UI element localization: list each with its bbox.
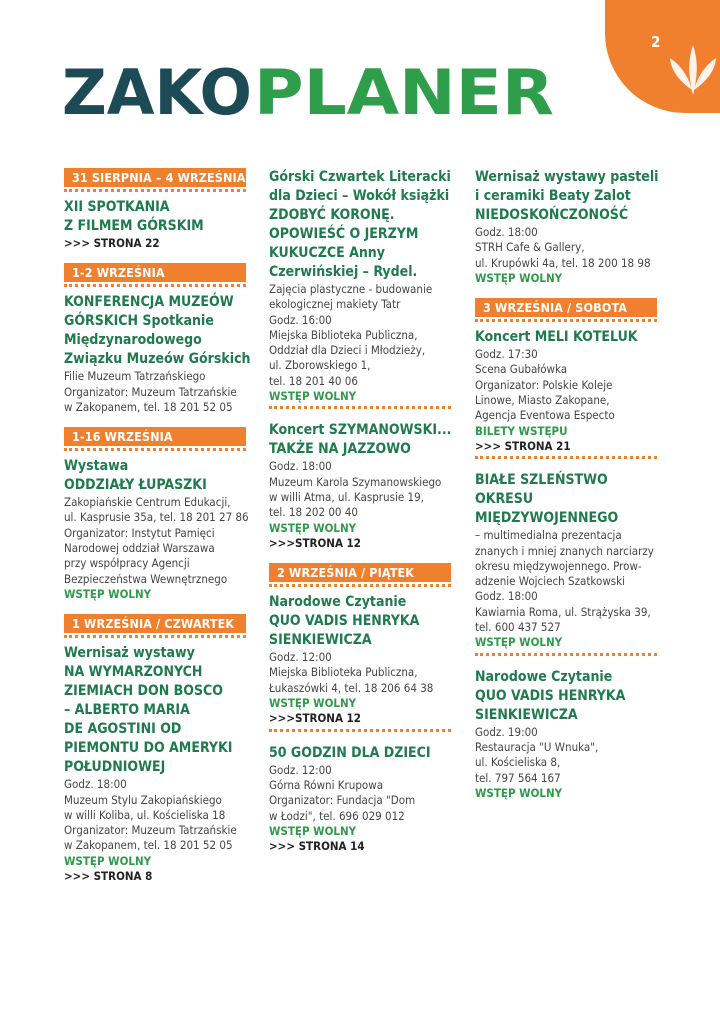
event-details xyxy=(269,459,451,520)
event-entry xyxy=(269,563,451,731)
dotted-divider xyxy=(475,456,657,459)
event-title xyxy=(64,198,246,236)
dotted-divider xyxy=(269,729,451,732)
event-title-line: Wernisaż wystawy pasteli xyxy=(475,169,659,185)
event-detail-line: Organizator: Fundacja "Dom xyxy=(269,793,416,808)
event-title-line: POŁUDNIOWEJ xyxy=(64,759,166,776)
event-detail-line: Agencja Eventowa Especto xyxy=(475,408,615,423)
event-details xyxy=(64,495,249,587)
event-title-line: DE AGOSTINI OD xyxy=(64,721,182,738)
event-title-line: Z FILMEM GÓRSKIM xyxy=(64,218,204,234)
event-detail-line: Narodowej oddział Warszawa xyxy=(64,541,215,556)
event-details xyxy=(64,369,246,415)
admission-label: WSTĘP WOLNY xyxy=(269,696,357,711)
event-title xyxy=(269,744,451,763)
admission-label: WSTĘP WOLNY xyxy=(475,785,563,800)
admission-label: WSTĘP WOLNY xyxy=(475,635,563,650)
event-detail-line: okresu międzywojennego. Prow- xyxy=(475,558,642,573)
event-detail-line: Organizator: Muzeum Tatrzańskie xyxy=(64,823,237,838)
event-title xyxy=(475,471,657,528)
event-detail-line: Restauracja "U Wnuka", xyxy=(475,739,599,754)
event-title xyxy=(475,328,657,347)
event-entry xyxy=(475,168,657,286)
event-title-line: Wystawa xyxy=(64,458,129,475)
event-entry xyxy=(475,298,657,459)
page-reference-link[interactable]: >>>STRONA 12 xyxy=(269,535,361,550)
admission-label: WSTĘP WOLNY xyxy=(64,853,152,868)
event-entry xyxy=(475,668,657,801)
event-detail-line: ul. Kasprusie 35a, tel. 18 201 27 86 xyxy=(64,510,249,525)
dotted-divider xyxy=(64,635,246,638)
event-title-line: Czerwińskiej – Rydel. xyxy=(269,264,418,280)
event-detail-line: Organizator: Polskie Koleje xyxy=(475,377,613,392)
dotted-divider xyxy=(64,448,246,451)
event-title xyxy=(64,293,251,369)
event-title xyxy=(475,668,657,725)
event-detail-line: Godz. 18:00 xyxy=(475,589,538,604)
mountain-leaf-icon xyxy=(668,40,718,100)
date-header: 1-2 WRZEŚNIA xyxy=(64,263,246,282)
date-header: 1-16 WRZEŚNIA xyxy=(64,427,246,446)
event-details xyxy=(475,528,657,635)
event-detail-line: ul. Krupówki 4a, tel. 18 200 18 98 xyxy=(475,255,651,270)
event-title-line: Koncert MELI KOTELUK xyxy=(475,329,638,346)
event-title xyxy=(269,593,451,650)
event-title-line: – ALBERTO MARIA xyxy=(64,702,190,719)
event-title-line: KUKUCZCE Anny xyxy=(269,245,385,261)
event-title-line: Koncert SZYMANOWSKI... xyxy=(269,422,452,439)
event-detail-line: tel. 600 437 527 xyxy=(475,620,561,635)
event-title-line: Górski Czwartek Literacki xyxy=(269,169,451,185)
admission-label: WSTĘP WOLNY xyxy=(269,389,357,404)
dotted-divider xyxy=(269,406,451,409)
event-detail-line: Zajęcia plastyczne - budowanie xyxy=(269,282,433,296)
event-detail-line: Miejska Biblioteka Publiczna, xyxy=(269,665,418,680)
event-detail-line: Godz. 18:00 xyxy=(475,225,538,239)
event-detail-line: znanych i mniej znanych narciarzy xyxy=(475,543,654,558)
event-detail-line: Linowe, Miasto Zakopane, xyxy=(475,393,610,408)
event-details xyxy=(269,763,451,824)
event-title-line: QUO VADIS HENRYKA xyxy=(269,613,420,630)
event-detail-line: Górna Równi Krupowa xyxy=(269,777,384,792)
event-title-line: QUO VADIS HENRYKA xyxy=(475,687,626,704)
event-detail-line: Kawiarnia Roma, ul. Strążyska 39, xyxy=(475,604,651,619)
event-entry xyxy=(64,427,249,602)
event-title xyxy=(64,644,246,777)
event-detail-line: adzenie Wojciech Szatkowski xyxy=(475,574,626,589)
event-title-line: NA WYMARZONYCH xyxy=(64,664,203,681)
column-3 xyxy=(475,168,657,813)
event-title-line: i ceramiki Beaty Zalot xyxy=(475,188,631,204)
dotted-divider xyxy=(475,653,657,656)
date-header: 3 WRZEŚNIA / SOBOTA xyxy=(475,298,657,317)
event-detail-line: – multimedialna prezentacja xyxy=(475,528,622,543)
column-1 xyxy=(64,168,251,896)
event-entry xyxy=(64,263,251,415)
event-detail-line: Muzeum Stylu Zakopiańskiego xyxy=(64,792,222,807)
admission-label: WSTĘP WOLNY xyxy=(64,586,152,601)
event-title-line: Wernisaż wystawy xyxy=(64,645,195,662)
dotted-divider xyxy=(269,584,451,587)
logo-part-planer: PLANER xyxy=(254,64,554,118)
event-title-line: dla Dzieci – Wokół książki xyxy=(269,188,450,204)
event-detail-line: Filie Muzeum Tatrzańskiego xyxy=(64,369,206,384)
event-title-line: OKRESU xyxy=(475,491,534,508)
event-entry xyxy=(475,471,657,655)
event-details xyxy=(475,225,657,271)
event-title-line: OPOWIEŚĆ O JERZYM xyxy=(269,226,419,242)
event-title-line: SIENKIEWICZA xyxy=(475,706,578,723)
event-title-line: TAKŻE NA JAZZOWO xyxy=(269,441,411,458)
event-title xyxy=(475,168,657,225)
date-header: 1 WRZEŚNIA / CZWARTEK xyxy=(64,614,246,633)
event-detail-line: Organizator: Instytut Pamięci xyxy=(64,525,215,540)
event-detail-line: w Łodzi", tel. 696 029 012 xyxy=(269,808,405,823)
dotted-divider xyxy=(64,189,246,192)
page-reference-link[interactable]: >>> STRONA 21 xyxy=(475,438,571,453)
event-entry xyxy=(269,168,451,409)
event-details xyxy=(475,347,657,423)
event-detail-line: Godz. 12:00 xyxy=(269,650,332,665)
event-title-line: BIAŁE SZLEŃSTWO xyxy=(475,472,608,489)
event-detail-line: Organizator: Muzeum Tatrzańskie xyxy=(64,384,237,399)
event-detail-line: Muzeum Karola Szymanowskiego xyxy=(269,474,442,489)
event-title-line: MIĘDZYWOJENNEGO xyxy=(475,510,619,527)
event-detail-line: przy współpracy Agencji xyxy=(64,556,190,571)
event-detail-line: w Zakopanem, tel. 18 201 52 05 xyxy=(64,838,233,853)
page-reference-link[interactable]: >>>STRONA 12 xyxy=(269,711,361,726)
event-title-line: ZDOBYĆ KORONĘ. xyxy=(269,207,395,223)
admission-label: WSTĘP WOLNY xyxy=(269,520,357,535)
dotted-divider xyxy=(475,319,657,322)
event-title-line: Międzynarodowego xyxy=(64,332,202,349)
page-reference-link[interactable]: >>> STRONA 14 xyxy=(269,839,365,854)
event-title-line: GÓRSKICH Spotkanie xyxy=(64,313,214,330)
logo-part-zako: ZAKO xyxy=(62,64,252,118)
admission-label: BILETY WSTĘPU xyxy=(475,423,568,438)
column-2 xyxy=(269,168,451,866)
page-reference-link[interactable]: >>> STRONA 22 xyxy=(64,236,160,250)
event-entry xyxy=(269,421,451,551)
event-title xyxy=(269,421,451,459)
event-detail-line: Godz. 17:30 xyxy=(475,347,538,362)
event-entry xyxy=(64,614,246,884)
zakoplaner-logo xyxy=(62,64,562,118)
event-title-line: SIENKIEWICZA xyxy=(269,632,372,649)
event-detail-line: tel. 18 201 40 06 xyxy=(269,373,358,388)
admission-label: WSTĘP WOLNY xyxy=(475,270,563,285)
event-detail-line: w willi Atma, ul. Kasprusie 19, xyxy=(269,489,424,504)
event-details xyxy=(269,282,451,389)
event-detail-line: Miejska Biblioteka Publiczna, xyxy=(269,327,418,342)
event-title-line: KONFERENCJA MUZEÓW xyxy=(64,294,234,311)
event-title xyxy=(64,457,246,495)
event-title-line: ZIEMIACH DON BOSCO xyxy=(64,683,223,700)
event-detail-line: Bezpieczeństwa Wewnętrznego xyxy=(64,571,228,586)
event-detail-line: STRH Cafe & Gallery, xyxy=(475,240,585,255)
event-detail-line: ul. Kościeliska 8, xyxy=(475,755,561,770)
event-title-line: 50 GODZIN DLA DZIECI xyxy=(269,744,431,761)
event-title-line: XII SPOTKANIA xyxy=(64,199,170,215)
event-title-line: Narodowe Czytanie xyxy=(475,668,613,685)
event-detail-line: Łukaszówki 4, tel. 18 206 64 38 xyxy=(269,680,434,695)
event-detail-line: Godz. 18:00 xyxy=(64,777,127,792)
event-detail-line: Zakopiańskie Centrum Edukacji, xyxy=(64,495,231,510)
event-detail-line: Godz. 18:00 xyxy=(269,459,332,474)
event-detail-line: Godz. 16:00 xyxy=(269,312,332,327)
event-detail-line: tel. 797 564 167 xyxy=(475,770,561,785)
event-details xyxy=(64,777,246,853)
event-detail-line: ekologicznej makiety Tatr xyxy=(269,297,401,312)
event-detail-line: w Zakopanem, tel. 18 201 52 05 xyxy=(64,399,233,414)
date-header: 31 SIERPNIA – 4 WRZEŚNIA xyxy=(64,168,246,187)
event-detail-line: tel. 18 202 00 40 xyxy=(269,505,358,520)
event-details xyxy=(475,725,657,786)
event-title-line: PIEMONTU DO AMERYKI xyxy=(64,740,233,757)
date-header: 2 WRZEŚNIA / PIĄTEK xyxy=(269,563,451,582)
event-detail-line: Oddział dla Dzieci i Młodzieży, xyxy=(269,343,426,358)
page-reference-link[interactable]: >>> STRONA 8 xyxy=(64,869,153,884)
event-title-line: Związku Muzeów Górskich xyxy=(64,351,251,368)
event-detail-line: Godz. 19:00 xyxy=(475,724,538,739)
dotted-divider xyxy=(64,284,246,287)
event-entry xyxy=(269,744,451,855)
event-title xyxy=(269,168,451,282)
admission-label: WSTĘP WOLNY xyxy=(269,823,357,838)
event-detail-line: ul. Zborowskiego 1, xyxy=(269,358,371,373)
event-entry xyxy=(64,168,246,251)
event-detail-line: Godz. 12:00 xyxy=(269,762,332,777)
event-detail-line: w willi Koliba, ul. Kościeliska 18 xyxy=(64,807,226,822)
event-detail-line: Scena Gubałówka xyxy=(475,362,568,377)
event-title-line: ODDZIAŁY ŁUPASZKI xyxy=(64,477,207,494)
page-number: 2 xyxy=(651,33,661,51)
event-details xyxy=(269,650,451,696)
event-title-line: Narodowe Czytanie xyxy=(269,594,407,611)
event-title-line: NIEDOSKOŃCZONOŚĆ xyxy=(475,207,629,223)
